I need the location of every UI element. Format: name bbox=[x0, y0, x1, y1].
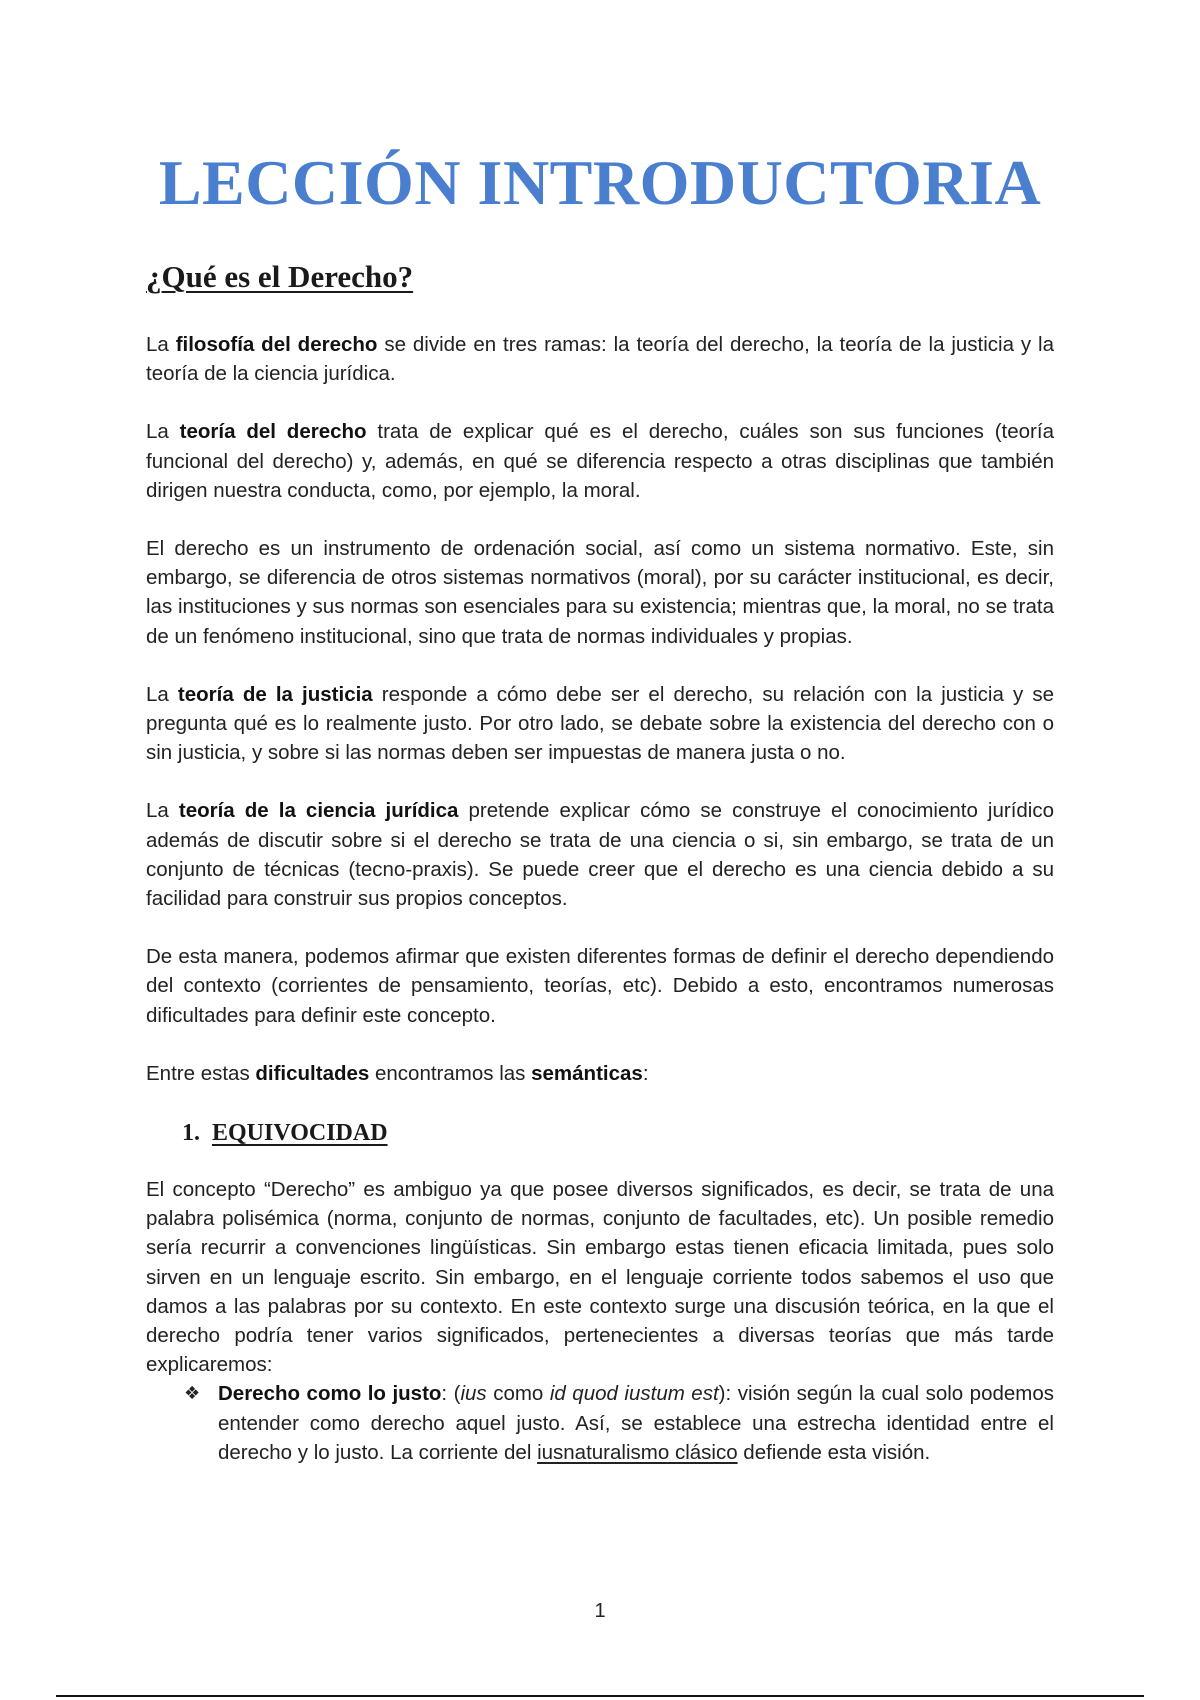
paragraph-filosofia: La filosofía del derecho se divide en tres ramas: la teoría del derecho, la teoría de la justicia y la teoría de la ciencia jurídica. bbox=[146, 333, 1054, 386]
bullet-list bbox=[146, 1379, 1054, 1467]
bold-term: teoría del derecho bbox=[179, 420, 367, 444]
subheading-equivocidad bbox=[182, 1117, 1054, 1149]
bold-term: teoría de la ciencia jurídica bbox=[178, 799, 459, 823]
bold-term: filosofía del derecho bbox=[175, 333, 378, 356]
bold-term: Derecho como lo justo bbox=[218, 1382, 442, 1406]
iusnaturalismo-link[interactable]: iusnaturalismo clásico bbox=[537, 1440, 738, 1464]
list-item: ❖ Derecho como lo justo: (ius como id quod iustum est): visión según la cual solo podemos entender como derecho aquel justo. Así, se establece una estrecha identidad entre el derecho y lo justo. La corriente del iusnaturalismo clásico defiende esta visión. bbox=[146, 1379, 1054, 1467]
paragraph-instrumento: El derecho es un instrumento de ordenación social, así como un sistema normativo. Este, sin embargo, se diferencia de otros sistemas normativos (moral), por su carácter institucional, es decir, las instituciones y sus normas son esenciales para su existencia; mientras que, la moral, no se trata de un fenómeno institucional, sino que trata de normas individuales y propias. bbox=[146, 537, 1054, 648]
bold-term: dificultades bbox=[255, 1061, 370, 1085]
section-heading: ¿Qué es el Derecho? bbox=[146, 259, 414, 294]
subheading-number: 1. bbox=[182, 1120, 200, 1147]
page-title: LECCIÓN INTRODUCTORIA bbox=[158, 147, 1042, 218]
paragraph-equivocidad: El concepto “Derecho” es ambiguo ya que posee diversos significados, es decir, se trata de una palabra polisémica (norma, conjunto de normas, conjunto de facultades, etc). Un posible remedio sería recurrir a convenciones lingüísticas. Sin embargo estas tienen eficacia limitada, pues solo sirven en un lenguaje escrito. Sin embargo, en el lenguaje corriente todos sabemos el uso que damos a las palabras por su contexto. En este contexto surge una discusión teórica, en la que el derecho podría tener varios significados, pertenecientes a diversas teorías que más tarde explicaremos: bbox=[146, 1178, 1054, 1377]
bold-term: semánticas bbox=[531, 1061, 643, 1085]
page-number: 1 bbox=[594, 1600, 606, 1622]
paragraph-dificultades: Entre estas dificultades encontramos las semánticas: bbox=[146, 1061, 649, 1085]
paragraph-teoria-derecho: La teoría del derecho trata de explicar qué es el derecho, cuáles son sus funciones (teoría funcional del derecho) y, además, en qué se diferencia respecto a otras disciplinas que también dirigen nuestra conducta, como, por ejemplo, la moral. bbox=[146, 420, 1054, 502]
paragraph-ciencia-juridica: La teoría de la ciencia jurídica pretende explicar cómo se construye el conocimiento jurídico además de discutir sobre si el derecho se trata de una ciencia o si, sin embargo, se trata de un conjunto de técnicas (tecno-praxis). Se puede creer que el derecho es una ciencia debido a su facilidad para construir sus propios conceptos. bbox=[146, 799, 1055, 911]
paragraph-teoria-justicia: La teoría de la justicia responde a cómo debe ser el derecho, su relación con la justicia y se pregunta qué es lo realmente justo. Por otro lado, se debate sobre la existencia del derecho con o sin justicia, y sobre si las normas deben ser impuestas de manera justa o no. bbox=[146, 682, 1054, 765]
bold-term: teoría de la justicia bbox=[177, 682, 373, 706]
footer-divider bbox=[56, 1695, 1144, 1697]
document-body bbox=[146, 330, 1054, 1467]
subheading-label: EQUIVOCIDAD bbox=[212, 1120, 388, 1147]
paragraph-formas-definir: De esta manera, podemos afirmar que existen diferentes formas de definir el derecho dependiendo del contexto (corrientes de pensamiento, teorías, etc). Debido a esto, encontramos numerosas dificultades para definir este concepto. bbox=[146, 945, 1054, 1027]
diamond-bullet-icon: ❖ bbox=[184, 1383, 201, 1404]
